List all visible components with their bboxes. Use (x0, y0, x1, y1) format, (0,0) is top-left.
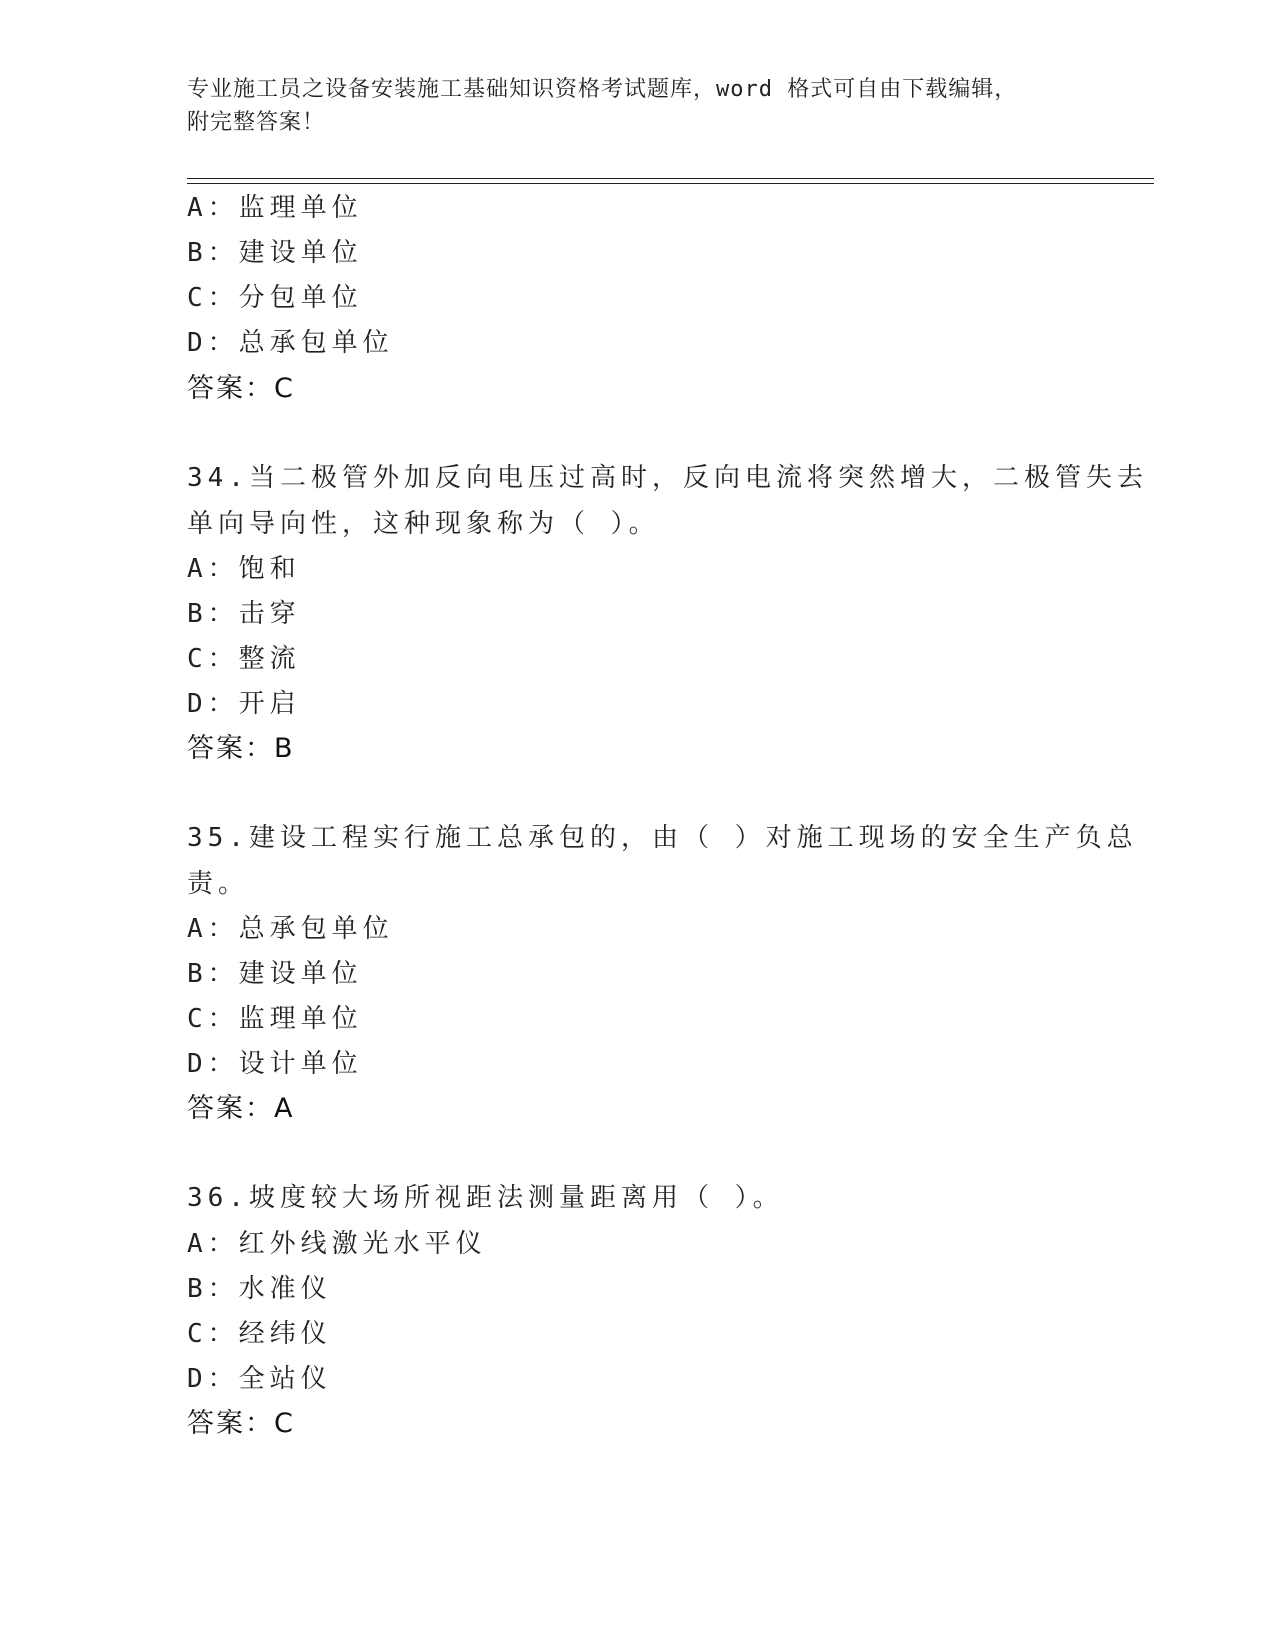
q34-question-line-1: 34.当二极管外加反向电压过高时，反向电流将突然增大，二极管失去 (187, 463, 1148, 493)
q36-option-b: B：水准仪 (187, 1274, 332, 1304)
q36-question: 36.坡度较大场所视距法测量距离用（ ）。 (187, 1183, 784, 1213)
prev-option-a: A：监理单位 (187, 193, 363, 223)
q34-option-c: C：整流 (187, 644, 301, 674)
prev-option-d: D：总承包单位 (187, 328, 394, 358)
q36-option-a: A：红外线激光水平仪 (187, 1229, 487, 1259)
document-header (187, 73, 1087, 139)
q35-option-a: A：总承包单位 (187, 914, 394, 944)
q34-option-a: A：饱和 (187, 554, 301, 584)
q36-option-d: D：全站仪 (187, 1364, 332, 1394)
q34-option-b: B：击穿 (187, 599, 301, 629)
q35-question-line-1: 35.建设工程实行施工总承包的，由（ ）对施工现场的安全生产负总 (187, 823, 1138, 853)
prev-answer: 答案：C (187, 373, 295, 404)
header-rule-top (187, 178, 1154, 179)
header-line-1: 专业施工员之设备安装施工基础知识资格考试题库，word 格式可自由下载编辑， (187, 77, 1018, 102)
header-rule-bottom (187, 183, 1154, 184)
q36-option-c: C：经纬仪 (187, 1319, 332, 1349)
q34-answer: 答案：B (187, 733, 295, 764)
q35-question-line-2: 责。 (187, 869, 250, 899)
q36-answer: 答案：C (187, 1408, 295, 1439)
prev-option-b: B：建设单位 (187, 238, 363, 268)
header-line-2: 附完整答案！ (187, 110, 326, 135)
q35-option-d: D：设计单位 (187, 1049, 363, 1079)
q35-option-c: C：监理单位 (187, 1004, 363, 1034)
prev-option-c: C：分包单位 (187, 283, 363, 313)
q34-question-line-2: 单向导向性，这种现象称为（ ）。 (187, 509, 660, 539)
q35-answer: 答案：A (187, 1093, 295, 1124)
q34-option-d: D：开启 (187, 689, 301, 719)
q35-option-b: B：建设单位 (187, 959, 363, 989)
